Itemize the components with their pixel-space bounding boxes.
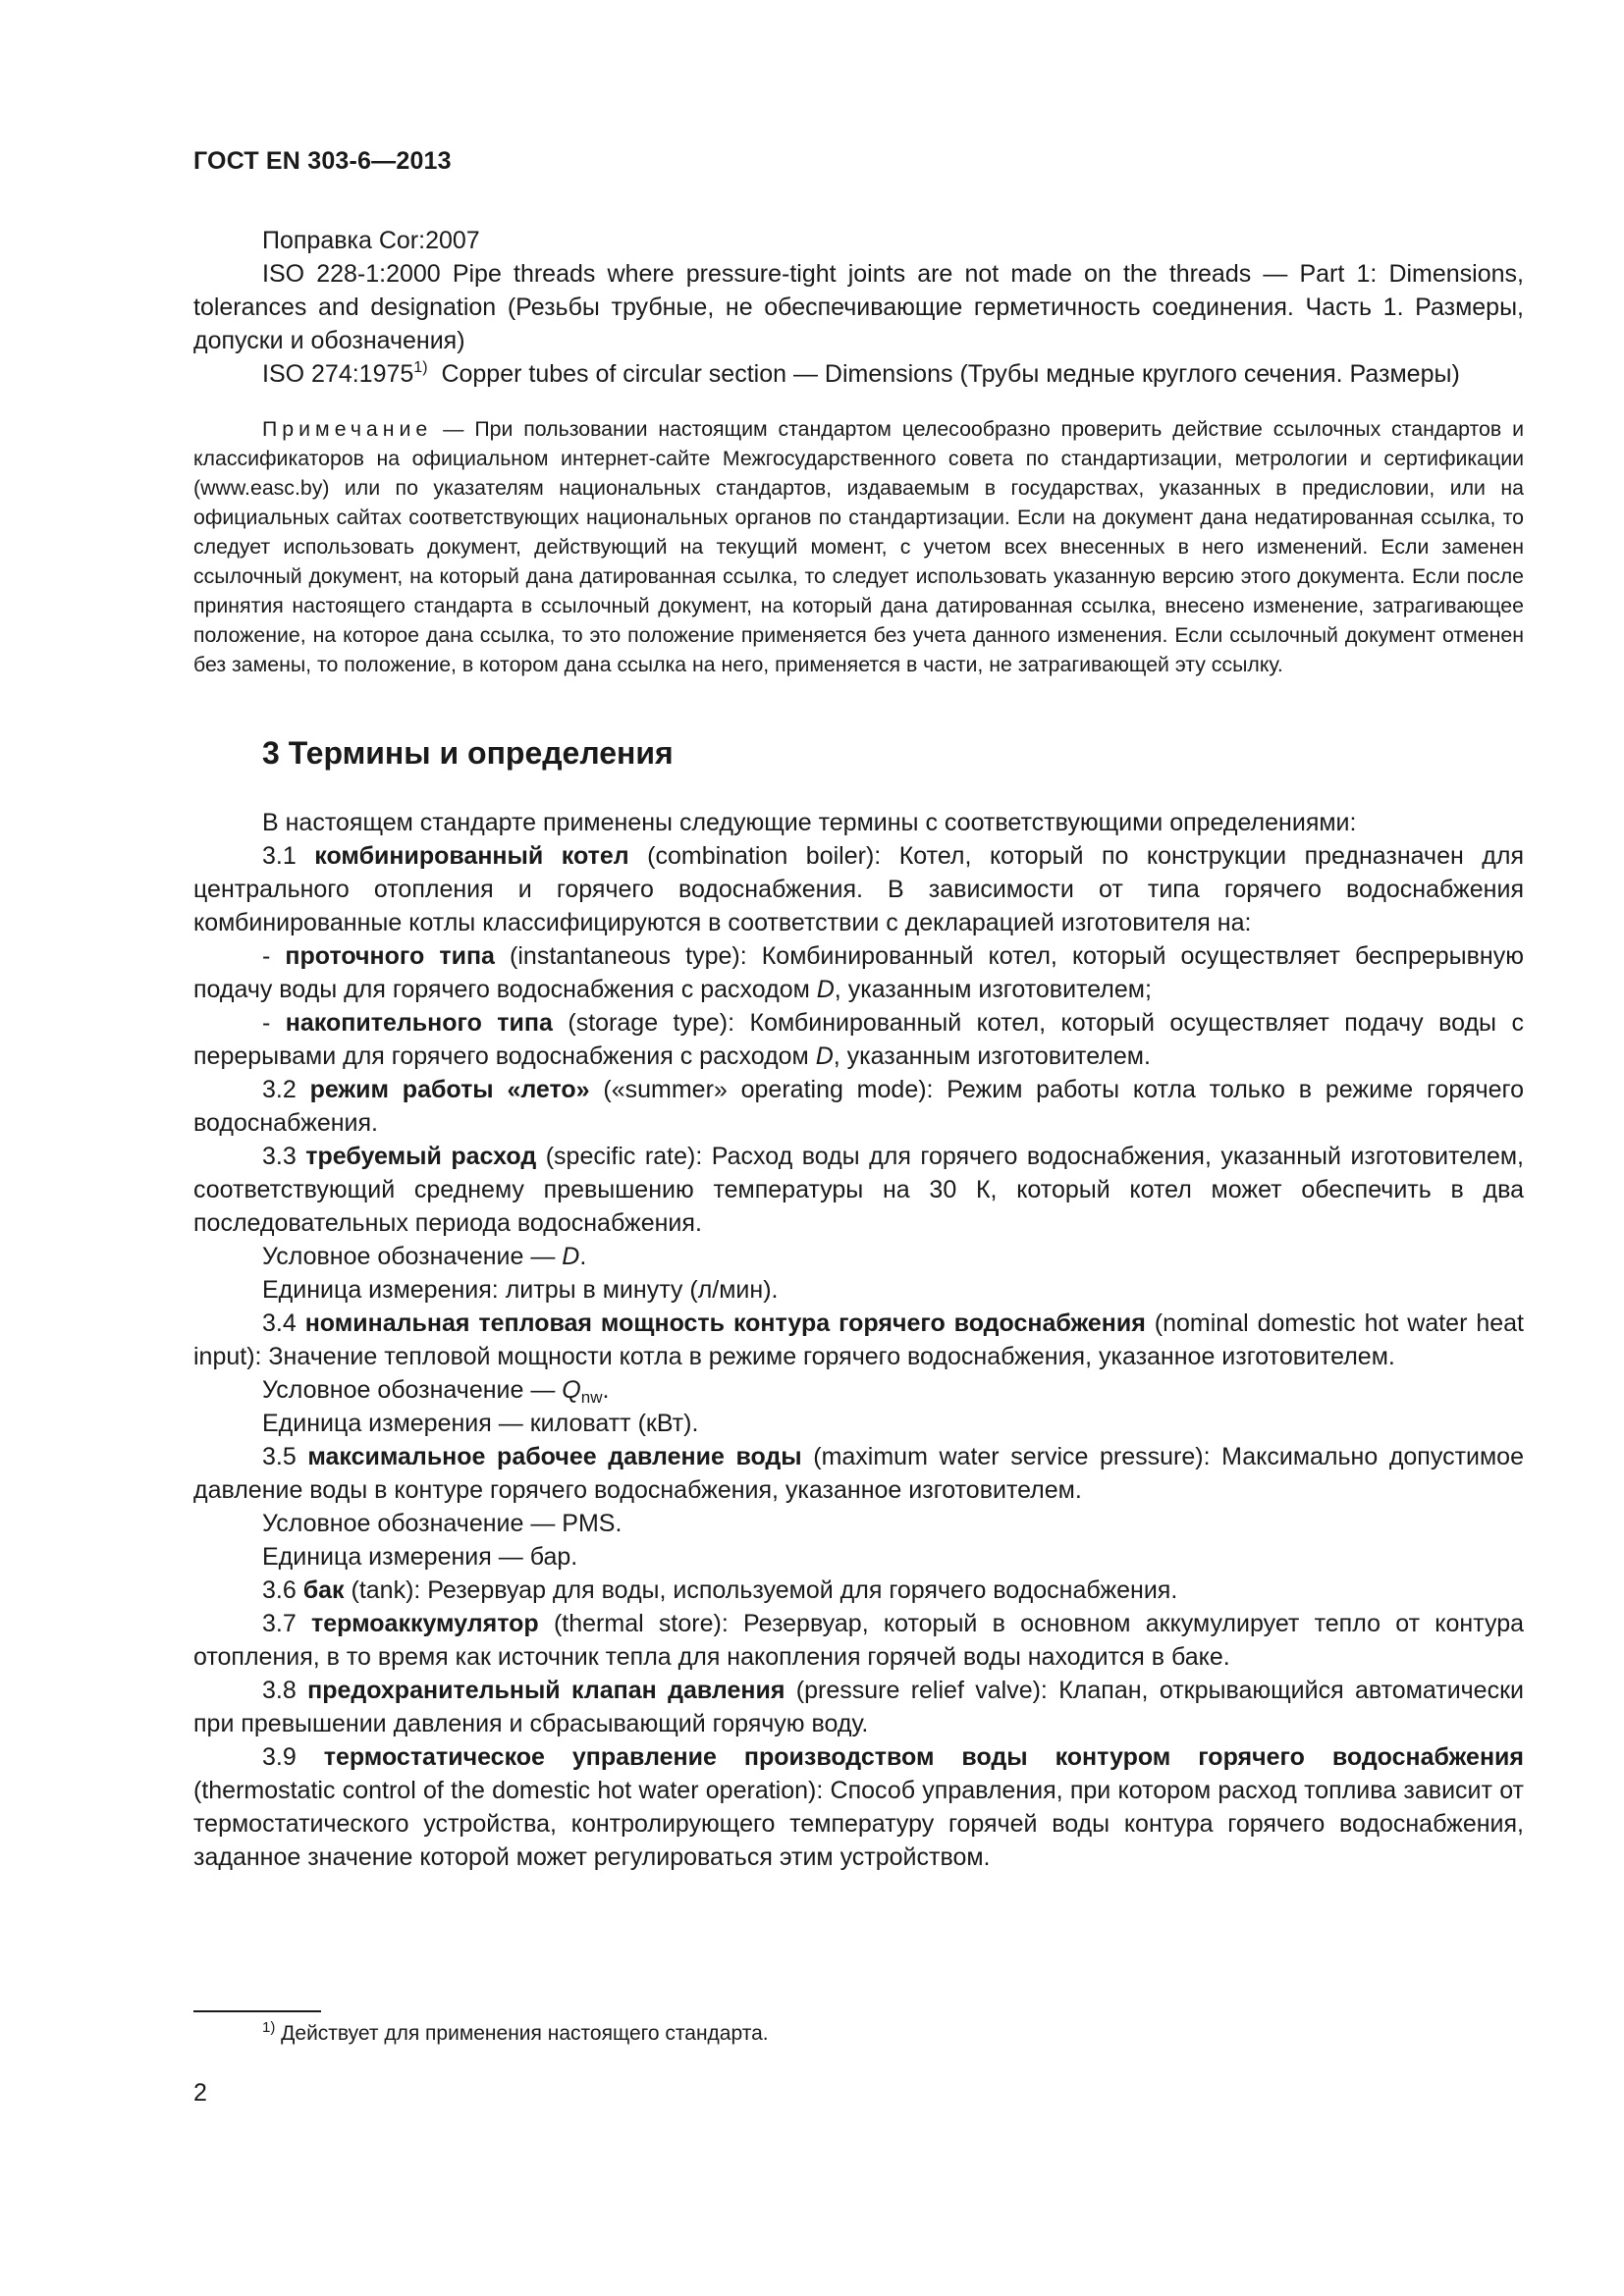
term-3-5-unit: Единица измерения — бар. <box>262 1543 578 1571</box>
ref-correction: Поправка Cor:2007 <box>262 227 480 254</box>
term-3-1-storage: - накопительного типа (storage type): Комбинированный котел, который осуществляет подачу воды с перерывами для горячего водоснабжения с расходом D, указанным изготовителем. <box>193 1009 1524 1070</box>
term-3-9-name: термостатическое управление производством воды контуром горячего водоснабжения <box>323 1743 1525 1771</box>
term-3-1-instantaneous-name: проточного типа <box>285 942 495 970</box>
term-3-3: 3.3 требуемый расход (specific rate): Расход воды для горячего водоснабжения, указанный изготовителем, соответствующий среднему превышению температуры на 30 К, который котел может обеспечить в два последовательных периода водоснабжения. <box>193 1143 1524 1237</box>
term-3-3-name: требуемый расход <box>305 1143 537 1170</box>
term-3-8-name: предохранительный клапан давления <box>307 1677 785 1704</box>
footnote <box>262 2020 769 2048</box>
note-paragraph <box>193 414 1524 679</box>
term-3-2: 3.2 режим работы «лето» («summer» operating mode): Режим работы котла только в режиме горячего водоснабжения. <box>193 1076 1524 1137</box>
note-text: — При пользовании настоящим стандартом целесообразно проверить действие ссылочных стандартов и классификаторов на официальном интернет-сайте Межгосударственного совета по стандартизации, метрологии и сертификации (www.easc.by) или по указателям национальных стандартов, издаваемым в государствах, указанных в предисловии, или на официальных сайтах соответствующих национальных органов по стандартизации. Если на документ дана недатированная ссылка, то следует использовать документ, действующий на текущий момент, с учетом всех внесенных в него изменений. Если заменен ссылочный документ, на который дана датированная ссылка, то следует использовать указанную версию этого документа. Если после принятия настоящего стандарта в ссылочный документ, на который дана датированная ссылка, внесено изменение, затрагивающее положение, на которое дана ссылка, то это положение применяется без учета данного изменения. Если ссылочный документ отменен без замены, то положение, в котором дана ссылка на него, применяется в части, не затрагивающей эту ссылку. <box>193 417 1524 676</box>
ref-iso-274-text: Copper tubes of circular section — Dimensions (Трубы медные круглого сечения. Размеры) <box>441 360 1460 388</box>
footnote-text: Действует для применения настоящего стандарта. <box>275 2022 769 2045</box>
page-content <box>193 224 1524 1874</box>
term-3-4-symbol: Условное обозначение — $Q_{nw}$. <box>262 1376 610 1407</box>
section-title: 3 Термины и определения <box>262 735 674 771</box>
footnote-ref-mark: 1) <box>413 359 428 376</box>
term-3-3-unit: Единица измерения: литры в минуту (л/мин). <box>262 1276 779 1304</box>
term-3-1-storage-name: накопительного типа <box>285 1009 553 1037</box>
term-3-4: 3.4 номинальная тепловая мощность контура горячего водоснабжения (nominal domestic hot water heat input): Значение тепловой мощности котла в режиме горячего водоснабжения, указанное изготовителем. <box>193 1309 1525 1370</box>
term-3-6-name: бак <box>302 1576 345 1604</box>
note-label: Примечание <box>262 417 433 441</box>
term-3-5-symbol: Условное обозначение — PMS. <box>262 1510 623 1537</box>
term-3-7: 3.7 термоаккумулятор (thermal store): Резервуар, который в основном аккумулирует тепло от контура отопления, в то время как источник тепла для накопления горячей воды находится в баке. <box>193 1610 1524 1671</box>
ref-iso-274 <box>193 357 1524 391</box>
term-3-4-unit: Единица измерения — киловатт (кВт). <box>262 1410 699 1437</box>
section-intro: В настоящем стандарте применены следующие термины с соответствующими определениями: <box>262 809 1357 836</box>
term-3-7-name: термоаккумулятор <box>311 1610 539 1637</box>
term-3-8: 3.8 предохранительный клапан давления (pressure relief valve): Клапан, открывающийся автоматически при превышении давления и сбрасывающий горячую воду. <box>193 1677 1524 1737</box>
term-3-3-symbol: Условное обозначение — D. <box>262 1243 587 1270</box>
page-number: 2 <box>193 2079 207 2107</box>
term-3-1-instantaneous: - проточного типа (instantaneous type): Комбинированный котел, который осуществляет беспрерывную подачу воды для горячего водоснабжения с расходом D, указанным изготовителем; <box>193 942 1524 1003</box>
term-3-2-name: режим работы «лето» <box>309 1076 590 1103</box>
footnote-mark: 1) <box>262 2019 276 2036</box>
term-3-6: 3.6 бак (tank): Резервуар для воды, используемой для горячего водоснабжения. <box>262 1576 1178 1604</box>
term-3-5: 3.5 максимальное рабочее давление воды (maximum water service pressure): Максимально допустимое давление воды в контуре горячего водоснабжения, указанное изготовителем. <box>193 1443 1524 1504</box>
term-3-1: 3.1 комбинированный котел (combination boiler): Котел, который по конструкции предназначен для центрального отопления и горячего водоснабжения. В зависимости от типа горячего водоснабжения комбинированные котлы классифицируются в соответствии с декларацией изготовителя на: <box>193 842 1525 936</box>
ref-iso-274-id: ISO 274:1975 <box>262 360 414 388</box>
term-3-4-name: номинальная тепловая мощность контура горячего водоснабжения <box>304 1309 1146 1337</box>
term-3-9: 3.9 термостатическое управление производством воды контуром горячего водоснабжения (thermostatic control of the domestic hot water operation): Способ управления, при котором расход топлива зависит от термостатического устройства, контролирующего температуру горячей воды контура горячего водоснабжения, заданное значение которой может регулироваться этим устройством. <box>193 1743 1525 1871</box>
ref-iso-228: ISO 228-1:2000 Pipe threads where pressure-tight joints are not made on the threads — Part 1: Dimensions, tolerances and designation (Резьбы трубные, не обеспечивающие герметичность соединения. Часть 1. Размеры, допуски и обозначения) <box>193 260 1524 354</box>
footnote-divider <box>193 2010 321 2012</box>
term-3-5-name: максимальное рабочее давление воды <box>307 1443 802 1470</box>
term-3-1-name: комбинированный котел <box>314 842 629 870</box>
document-code-header: ГОСТ EN 303-6—2013 <box>193 147 452 175</box>
